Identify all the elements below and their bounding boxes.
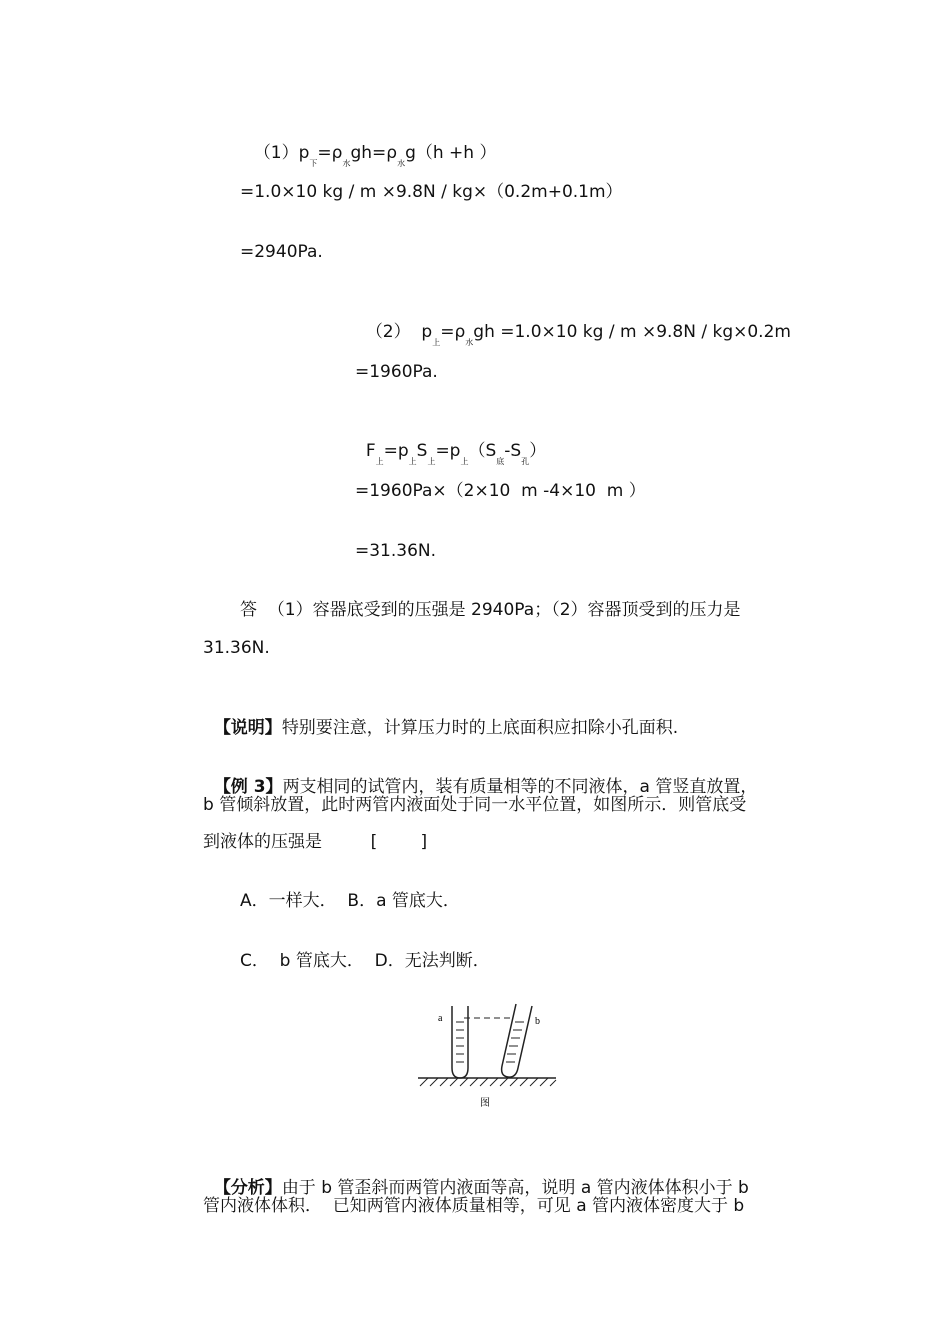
sol2-line1: （2） $p_上=\rho_水gh =1.0\times 10$ kg / m ×9.8N / kg×0.2m: [365, 322, 791, 347]
ground-hatch: [420, 1078, 556, 1086]
tube-b-label: b: [535, 1016, 540, 1027]
analysis-tag: 【分析】: [213, 1178, 282, 1198]
sol2-line3: $F_上=p_上S_上=p_上(S_底-S_孔)$: [365, 441, 547, 466]
answer-line2: 31.36N.: [203, 638, 270, 658]
test-tubes-figure: [418, 998, 558, 1113]
analysis-line2: 管内液体体积． 已知两管内液体质量相等，可见 a 管内液体密度大于 b: [203, 1196, 745, 1216]
example3-tag: 【例 3】: [213, 777, 283, 797]
figure-caption: 图: [480, 1098, 490, 1109]
tube-b: [502, 1004, 532, 1077]
answer-line1: 答 （1）容器底受到的压强是 2940Pa；（2）容器顶受到的压力是: [240, 600, 741, 620]
example3-line1: 【例 3】两支相同的试管内，装有质量相等的不同液体，a 管竖直放置，: [213, 777, 758, 797]
sol2-line5: =31.36N.: [355, 541, 437, 561]
options-line1: A．一样大． B．a 管底大．: [240, 891, 460, 911]
example3-line3: 到液体的压强是 [ ]: [203, 832, 428, 852]
note-paragraph: [203, 698, 678, 738]
test-tubes-diagram: [418, 998, 558, 1113]
sol2-line4: =1960Pa×（2×10 m -4×10 m ）: [355, 481, 646, 501]
example3-line2: b 管倾斜放置，此时两管内液面处于同一水平位置，如图所示．则管底受: [203, 795, 747, 815]
sol2-line2: =1960Pa.: [355, 362, 438, 382]
note-text: 特别要注意，计算压力时的上底面积应扣除小孔面积.: [281, 718, 679, 738]
tube-a-label: a: [438, 1013, 443, 1024]
tube-a: [452, 1006, 468, 1078]
sol1-line1: $(1)p_下=\rho_水gh=\rho_水g(h +h$ ）: [253, 143, 497, 168]
options-line2: C． b 管底大． D．无法判断．: [240, 951, 490, 971]
note-tag: 【说明】: [213, 718, 282, 738]
sol1-line2: =1.0×10 kg / m ×9.8N / kg×（0.2m+0.1m）: [240, 182, 623, 202]
sol1-line3: =2940Pa.: [240, 242, 323, 262]
tube-a-liquid: [456, 1022, 464, 1062]
analysis-line1: 【分析】由于 b 管歪斜而两管内液面等高，说明 a 管内液体体积小于 b: [213, 1178, 749, 1198]
